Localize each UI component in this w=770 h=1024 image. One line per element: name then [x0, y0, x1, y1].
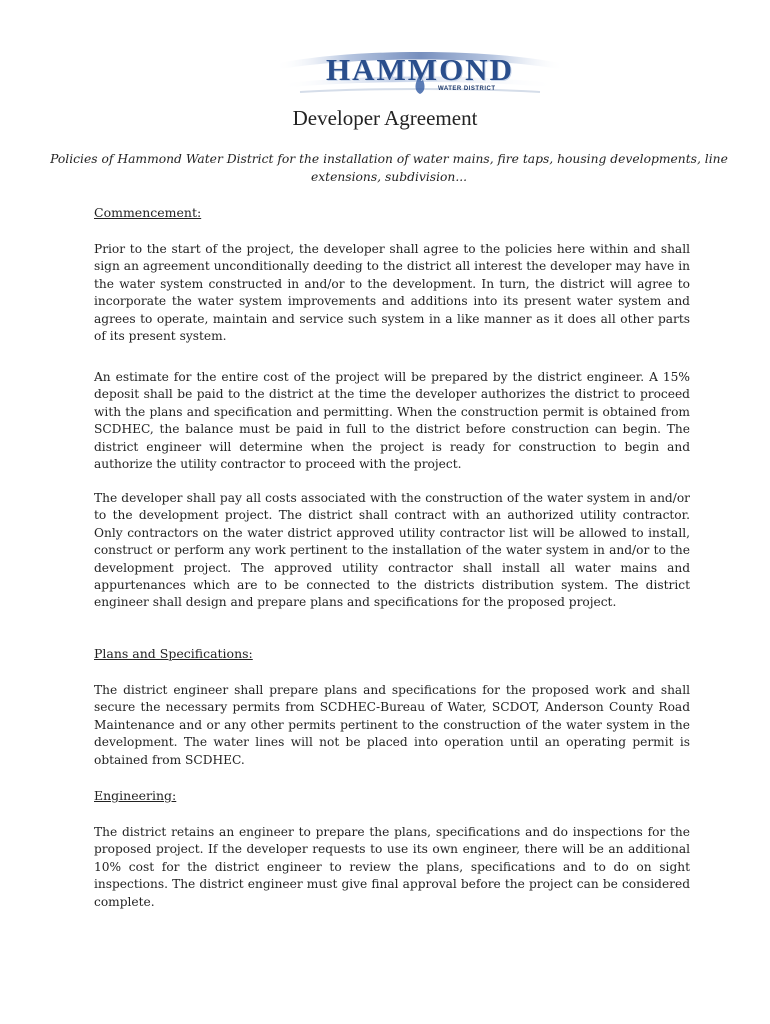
- page-title: Developer Agreement: [292, 106, 478, 130]
- page-subtitle: Policies of Hammond Water District for the installation of water mains, fire taps, housing developments, line extensions, subdivision...: [50, 152, 728, 184]
- logo-wordmark: HAMMOND: [326, 52, 514, 87]
- hammond-water-district-logo: [270, 44, 570, 102]
- commencement-paragraph-1: Prior to the start of the project, the developer shall agree to the policies here within and shall sign an agreement unconditionally deeding to the district all interest the developer may have in the water system constructed in and/or to the development. In turn, the district will agree to incorporate the water system improvements and additions into its present water system and agrees to operate, maintain and service such system in a like manner as it does all other parts of its present system.: [94, 242, 690, 344]
- commencement-paragraph-3: The developer shall pay all costs associated with the construction of the water system in and/or to the development project. The district shall contract with an authorized utility contractor. Only contractors on the water district approved utility contractor list will be allowed to install, construct or perform any work pertinent to the installation of the water system in and/or to the development project. The approved utility contractor shall install all water mains and appurtenances which are to be connected to the districts distribution system. The district engineer shall design and prepare plans and specifications for the proposed project.: [94, 491, 690, 610]
- engineering-heading: Engineering:: [94, 788, 177, 803]
- engineering-paragraph: The district retains an engineer to prepare the plans, specifications and do inspections for the proposed project. If the developer requests to use its own engineer, there will be an additional 10% cost for the district engineer to review the plans, specifications and to do on sight inspections. The district engineer must give final approval before the project can be considered complete.: [94, 825, 690, 909]
- plans-specifications-paragraph: The district engineer shall prepare plans and specifications for the proposed work and shall secure the necessary permits from SCDHEC-Bureau of Water, SCDOT, Anderson County Road Maintenance and or any other permits pertinent to the construction of the water system in the development. The water lines will not be placed into operation until an operating permit is obtained from SCDHEC.: [94, 683, 690, 767]
- plans-specifications-heading: Plans and Specifications:: [94, 646, 253, 661]
- commencement-paragraph-2: An estimate for the entire cost of the project will be prepared by the district engineer. A 15% deposit shall be paid to the district at the time the developer authorizes the district to proceed with the plans and specification and permitting. When the construction permit is obtained from SCDHEC, the balance must be paid in full to the district before construction can begin. The district engineer will determine when the project is ready for construction to begin and authorize the utility contractor to proceed with the project.: [94, 370, 690, 472]
- commencement-heading: Commencement:: [94, 205, 202, 220]
- logo-subtext: WATER DISTRICT: [438, 86, 496, 92]
